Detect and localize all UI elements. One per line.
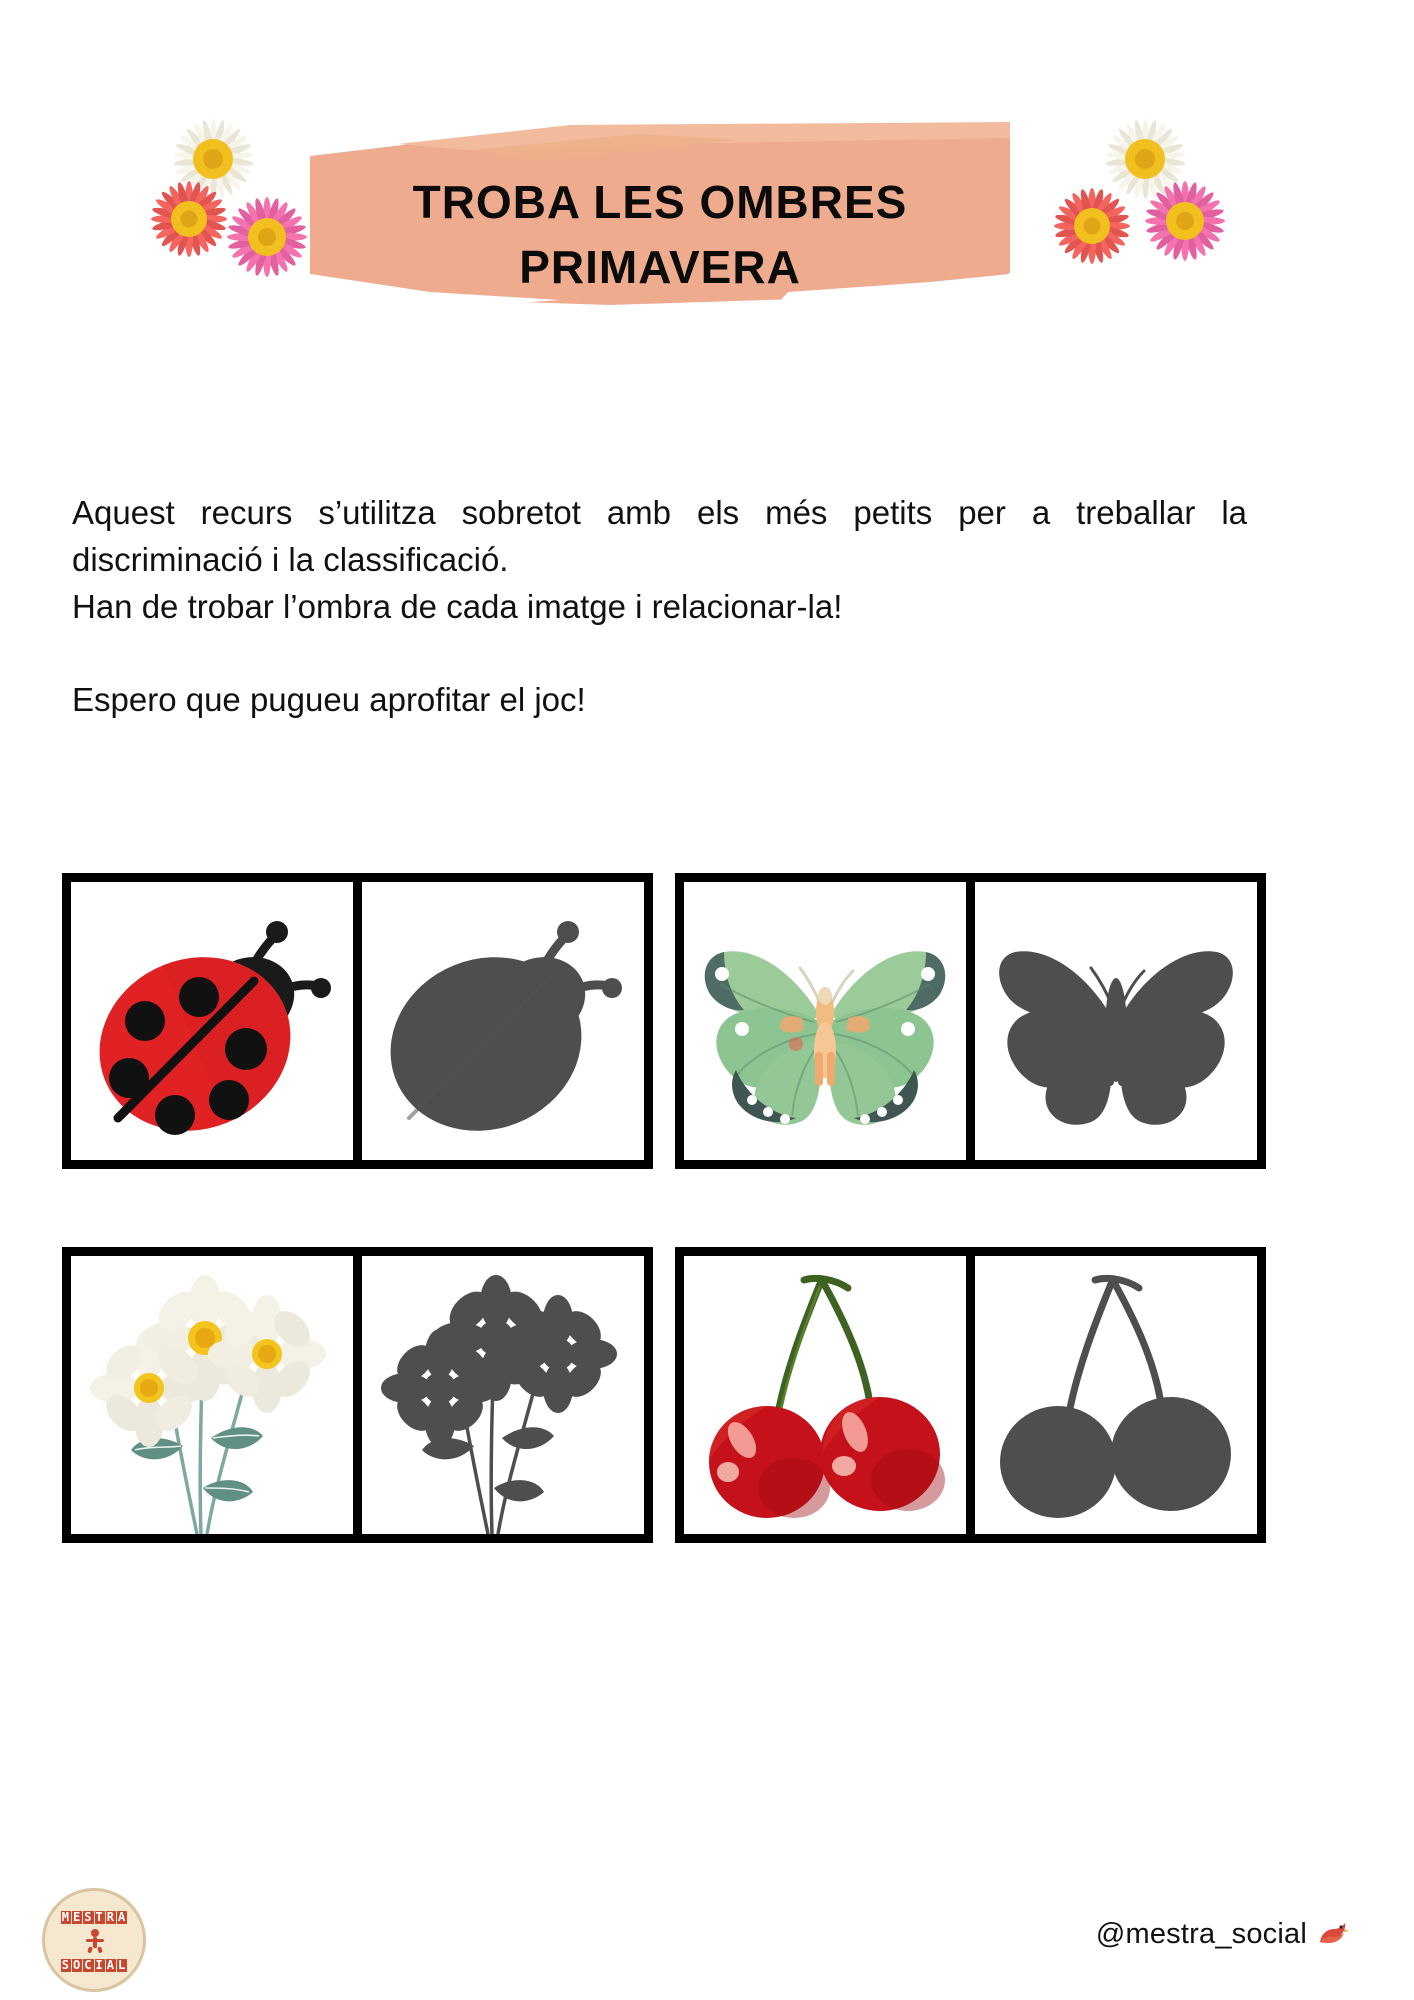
pair-separator xyxy=(653,873,675,1169)
header-banner xyxy=(0,0,1414,380)
text-spacer xyxy=(72,631,1247,677)
pink-gerbera-icon xyxy=(204,174,330,300)
intro-text-block xyxy=(72,490,1247,723)
bird-icon xyxy=(1316,1920,1350,1950)
butterfly-color-art xyxy=(684,882,966,1160)
daisies-color-art xyxy=(71,1256,353,1534)
title-line-2: PRIMAVERA xyxy=(519,241,801,294)
card-cherries-shadow[interactable] xyxy=(975,1256,1257,1534)
card-pair-daisies xyxy=(62,1247,653,1543)
page-title xyxy=(310,170,1010,301)
card-cherries-image[interactable] xyxy=(684,1256,966,1534)
card-ladybug-shadow[interactable] xyxy=(362,882,644,1160)
card-daisies-shadow[interactable] xyxy=(362,1256,644,1534)
logo-line-1: M E S T R A xyxy=(61,1910,127,1924)
intro-paragraph-3: Espero que pugueu aprofitar el joc! xyxy=(72,680,586,718)
card-row xyxy=(62,1247,1262,1543)
card-pair-cherries xyxy=(675,1247,1266,1543)
logo-line-2: S O C I A L xyxy=(61,1958,127,1972)
card-ladybug-image[interactable] xyxy=(71,882,353,1160)
flower-cluster-right xyxy=(1030,96,1270,306)
flower-cluster-left xyxy=(128,96,358,306)
card-butterfly-shadow[interactable] xyxy=(975,882,1257,1160)
mestra-social-logo xyxy=(42,1888,146,1992)
butterfly-shadow-art xyxy=(975,882,1257,1160)
intro-paragraph-1: Aquest recurs s’utilitza sobretot amb els més petits per a treballar la discriminació i la classificació. xyxy=(72,494,1247,578)
social-handle[interactable] xyxy=(1096,1918,1350,1951)
card-pair-ladybug xyxy=(62,873,653,1169)
intro-paragraph-2: Han de trobar l’ombra de cada imatge i relacionar-la! xyxy=(72,587,843,625)
matching-card-grid xyxy=(62,873,1262,1621)
cherries-shadow-art xyxy=(975,1256,1257,1534)
page-footer xyxy=(0,1880,1414,2000)
ladybug-shadow-art xyxy=(362,882,644,1160)
daisies-shadow-art xyxy=(362,1256,644,1534)
pair-separator xyxy=(653,1247,675,1543)
card-row xyxy=(62,873,1262,1169)
card-daisies-image[interactable] xyxy=(71,1256,353,1534)
card-pair-butterfly xyxy=(675,873,1266,1169)
title-line-1: TROBA LES OMBRES xyxy=(412,176,908,228)
card-butterfly-image[interactable] xyxy=(684,882,966,1160)
social-handle-text: @mestra_social xyxy=(1095,1918,1307,1950)
logo-person-icon xyxy=(82,1928,108,1954)
cherries-color-art xyxy=(684,1256,966,1534)
ladybug-color-art xyxy=(71,882,353,1160)
